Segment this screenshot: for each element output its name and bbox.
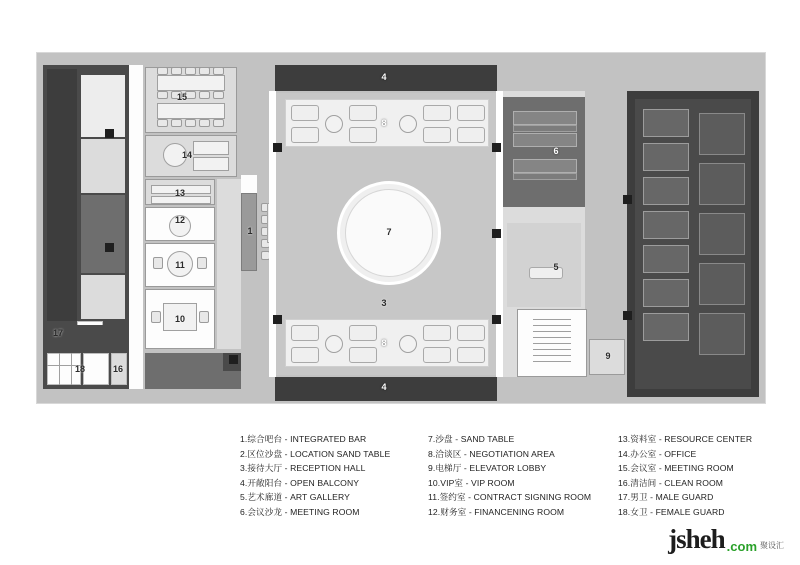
column <box>273 143 282 152</box>
watermark-logo <box>668 526 784 553</box>
stair-tread <box>533 361 571 362</box>
toilet-partition-2 <box>59 353 60 385</box>
legend-item: 4.开敞阳台 - OPEN BALCONY <box>240 477 360 488</box>
left-unit-c <box>81 195 125 273</box>
room-number-3: 3 <box>381 298 387 308</box>
chair <box>199 67 210 75</box>
left-unit-b <box>81 139 125 193</box>
legend-item: 12.财务室 - FINANCENING ROOM <box>428 506 565 517</box>
east-desk <box>643 211 689 239</box>
meeting-table-15b <box>157 103 225 119</box>
stair-tread <box>533 337 571 338</box>
column <box>229 355 238 364</box>
chair <box>213 119 224 127</box>
sofa <box>349 105 377 121</box>
sofa <box>423 325 451 341</box>
brand-text: jsheh <box>668 524 725 554</box>
legend-item: 6.会议沙龙 - MEETING ROOM <box>240 506 360 517</box>
coffee-table <box>325 115 343 133</box>
brand-chinese: 聚设汇 <box>760 541 784 550</box>
stair-tread <box>533 349 571 350</box>
sofa <box>291 127 319 143</box>
east-desk <box>643 313 689 341</box>
east-desk <box>643 109 689 137</box>
chair <box>171 67 182 75</box>
room-number-14: 14 <box>181 150 192 160</box>
sofa <box>457 347 485 363</box>
left-unit-a <box>81 75 125 137</box>
east-desk-b <box>699 313 745 355</box>
east-desk-b <box>699 113 745 155</box>
west-corridor <box>129 65 143 389</box>
room-number-8-top: 8 <box>381 118 387 128</box>
east-desk-b <box>699 213 745 255</box>
legend-column-2 <box>428 432 591 520</box>
room-number-18: 18 <box>74 364 85 374</box>
coffee-table <box>325 335 343 353</box>
sofa <box>423 127 451 143</box>
west-service-strip <box>217 179 241 349</box>
gallery-floor <box>507 223 581 307</box>
chair <box>153 257 163 269</box>
chair <box>185 67 196 75</box>
chair <box>171 119 182 127</box>
meeting-table-15 <box>157 75 225 91</box>
column <box>492 229 501 238</box>
room-number-15: 15 <box>176 92 187 102</box>
stair-tread <box>533 325 571 326</box>
east-desk <box>643 245 689 273</box>
column <box>105 129 114 138</box>
coffee-table <box>399 115 417 133</box>
sofa <box>423 105 451 121</box>
chair <box>185 119 196 127</box>
room-number-4-bottom: 4 <box>381 382 387 392</box>
legend-item: 16.清洁间 - CLEAN ROOM <box>618 477 724 488</box>
room-number-5: 5 <box>553 262 559 272</box>
chair <box>157 91 168 99</box>
room-number-11: 11 <box>175 260 185 270</box>
sofa <box>349 347 377 363</box>
east-desk-b <box>699 163 745 205</box>
column <box>492 315 501 324</box>
east-desk <box>643 177 689 205</box>
chair <box>199 119 210 127</box>
legend-item: 17.男卫 - MALE GUARD <box>618 492 714 503</box>
legend-item: 14.办公室 - OFFICE <box>618 448 697 459</box>
chair <box>197 257 207 269</box>
hall-wall-left <box>269 91 276 377</box>
column <box>492 143 501 152</box>
salon-table <box>513 111 577 125</box>
room-number-10: 10 <box>174 314 185 324</box>
legend-item: 10.VIP室 - VIP ROOM <box>428 477 515 488</box>
toilet-partition-3 <box>71 353 72 385</box>
sofa <box>457 127 485 143</box>
desk-14 <box>193 141 229 155</box>
room-number-13: 13 <box>174 188 185 198</box>
coffee-table <box>399 335 417 353</box>
chair <box>157 119 168 127</box>
legend-item: 15.会议室 - MEETING ROOM <box>618 463 734 474</box>
salon-table <box>513 133 577 147</box>
column <box>623 195 632 204</box>
column <box>105 243 114 252</box>
desk-14b <box>193 157 229 171</box>
column <box>623 311 632 320</box>
left-unit-d <box>81 275 125 319</box>
sofa <box>349 325 377 341</box>
legend-item: 1.综合吧台 - INTEGRATED BAR <box>240 434 367 444</box>
sofa <box>423 347 451 363</box>
room-number-7: 7 <box>386 227 392 237</box>
bar-back-wall <box>241 175 257 193</box>
east-desk <box>643 143 689 171</box>
legend-item: 2.区位沙盘 - LOCATION SAND TABLE <box>240 448 391 459</box>
salon-chair-row <box>513 173 577 180</box>
legend-item: 7.沙盘 - SAND TABLE <box>428 434 515 444</box>
floor-plan <box>36 52 766 404</box>
room-number-8-bottom: 8 <box>381 338 387 348</box>
legend-item: 3.接待大厅 - RECEPTION HALL <box>240 463 366 474</box>
legend-column-3 <box>618 432 752 520</box>
room-number-12: 12 <box>174 215 185 225</box>
sofa <box>291 325 319 341</box>
legend-item: 13.资料室 - RESOURCE CENTER <box>618 434 753 444</box>
east-desk <box>643 279 689 307</box>
legend-item: 8.洽谈区 - NEGOTIATION AREA <box>428 448 555 459</box>
sofa <box>457 105 485 121</box>
sofa <box>457 325 485 341</box>
chair <box>213 91 224 99</box>
chair <box>157 67 168 75</box>
chair <box>213 67 224 75</box>
legend-item: 5.艺术廊道 - ART GALLERY <box>240 492 350 503</box>
room-number-6: 6 <box>553 146 559 156</box>
legend-item: 11.签约室 - CONTRACT SIGNING ROOM <box>428 492 592 503</box>
salon-table <box>513 159 577 173</box>
salon-chair-row <box>513 125 577 132</box>
room-number-4-top: 4 <box>381 72 387 82</box>
east-desk-b <box>699 263 745 305</box>
stair-tread <box>533 331 571 332</box>
room-number-16: 16 <box>112 364 123 374</box>
room-number-1: 1 <box>247 226 253 236</box>
room-number-17: 17 <box>52 328 63 338</box>
left-dark-block-inner <box>47 69 77 321</box>
brand-domain: .com <box>726 539 757 554</box>
column <box>273 315 282 324</box>
chair <box>199 311 209 323</box>
chair <box>151 311 161 323</box>
stair-tread <box>533 355 571 356</box>
legend-column-1 <box>240 432 390 520</box>
room-number-9: 9 <box>605 351 611 361</box>
sofa <box>291 347 319 363</box>
stair-tread <box>533 343 571 344</box>
sofa <box>349 127 377 143</box>
legend-item: 9.电梯厅 - ELEVATOR LOBBY <box>428 463 547 474</box>
legend-item: 18.女卫 - FEMALE GUARD <box>618 506 725 517</box>
sofa <box>291 105 319 121</box>
stair-tread <box>533 319 571 320</box>
chair <box>199 91 210 99</box>
